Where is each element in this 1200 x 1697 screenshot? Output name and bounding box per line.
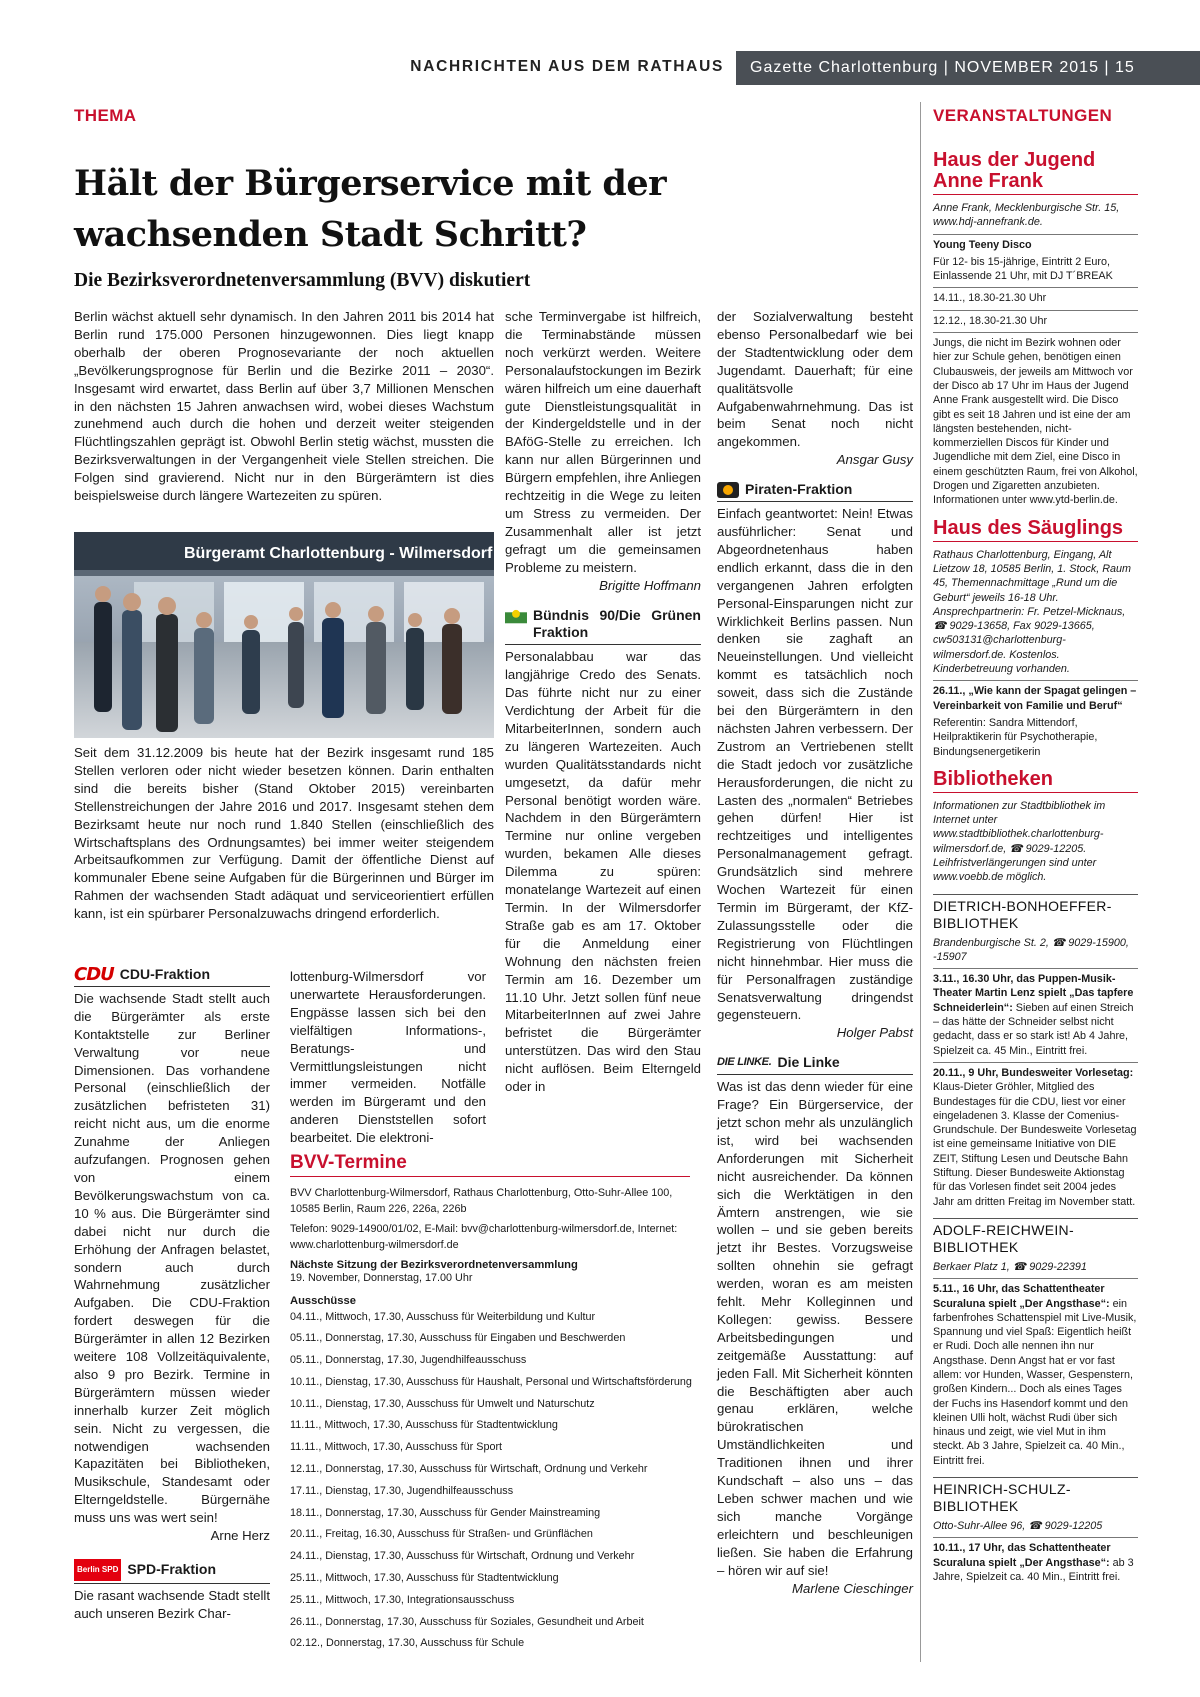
piraten-title: Piraten-Fraktion: [745, 481, 853, 498]
committee-row: 10.11., Dienstag, 17.30, Ausschuss für Umwelt und Naturschutz: [290, 1397, 595, 1410]
committee-row: 04.11., Mittwoch, 17.30, Ausschuss für Weiterbildung und Kultur: [290, 1310, 596, 1323]
hsb-event-desc: ab 3 Jahre, Spielzeit ca. 40 Min., Eintritt frei.: [933, 1556, 1134, 1583]
dbb-event-2-head: 20.11., 9 Uhr, Bundesweiter Vorlesetag:: [933, 1066, 1134, 1079]
title-line-1: Hält der Bürgerservice mit der: [74, 163, 667, 204]
committee-row: 24.11., Dienstag, 17.30, Ausschuss für Wirtschaft, Ordnung und Verkehr: [290, 1550, 635, 1563]
intro-text: [74, 308, 494, 505]
gruene-author: Ansgar Gusy: [836, 452, 913, 468]
linke-text: Was ist das denn wieder für eine Frage? Ein Bürgerservice, der jetzt schon mehr als unzulänglich ist, wird bei wachsenden Anforderungen mit Sicherheit nicht ausreichender. Da können sich die Werktätigen in den Ämtern anstrengen, wie sie wollen – und sie geben bereits jetzt ihr Bestes. Vorzugsweise sollten ohnehin sie gefragt werden, woran es am meisten fehlt. Mehr Kolleginnen und Kollegen: gewiss. Bessere Arbeitsbedingungen und zeitgemäße Ausstattung: auf jeden Fall. Mit Sicherheit könnten die Beschäftigten aber auch genau erklären, welche bürokratischen Umständlichkeiten und Traditionen ihnen und ihrer Kundschaft – also uns – das Leben schwer machen und wie sich manche Vorgänge erleichtern und beschleunigen ließen. Sie haben die Erfahrung – hören wir auf sie!: [717, 1079, 913, 1578]
dbb-event-1-head: 3.11., 16.30 Uhr, das Puppen-Musik-Theater Martin Lenz spielt „Das tapfere Schneiderlein“:: [933, 973, 1134, 1014]
hds-event-title: 26.11., „Wie kann der Spagat gelingen – Vereinbarkeit von Familie und Beruf“: [933, 685, 1137, 712]
veranstaltungen-label: VERANSTALTUNGEN: [933, 106, 1113, 125]
spd-author: Brigitte Hoffmann: [599, 577, 701, 593]
piraten-text: Einfach geantwortet: Nein! Etwas ausführlicher: Senat und Abgeordnetenhaus haben endlich erkannt, dass die in den vergangenen Jahren erfolgten Personal-Einsparungen nicht zur Wirklichkeit Berlins passen. Nun denken sie zaghaft an Neueinstellungen. Und vielleicht kommt es tatsächlich noch soweit, dass sich die Zustände bei den Bürgerämtern in den nächsten Jahren verbessern. Der Zustrom an Vertriebenen stellt die Stadt jedoch vor zusätzliche Herausforderungen, die nicht zu Lasten des „normalen“ Betriebes gehen dürfen! Hier ist rechtzeitiges und intelligentes Personalmanagement gefragt. Grundsätzlich sind mehrere Wochen Wartezeit für einen Termin im Bürgeramt, der KfZ-Zulassungsstelle oder die Registrierung von Flüchtlingen nicht hinnehmbar. Hier muss die für Personalfragen zuständige Senatsverwaltung dringendst gegensteuern.: [717, 506, 913, 1023]
arb-address: Berkaer Platz 1, ☎ 9029-22391: [933, 1260, 1087, 1273]
article-title: [74, 158, 894, 260]
page-header: [0, 48, 1200, 88]
gruene-sunflower-icon: [505, 607, 527, 627]
hdj-address: Anne Frank, Mecklenburgische Str. 15, www.hdj-annefrank.de.: [933, 202, 1120, 229]
committee-list: [290, 1307, 690, 1656]
cdu-author: Arne Herz: [210, 1528, 270, 1544]
bib-title: Bibliotheken: [933, 769, 1138, 793]
committee-row: 18.11., Donnerstag, 17.30, Ausschuss für Gender Mainstreaming: [290, 1506, 601, 1519]
hsb-event: [933, 1537, 1138, 1584]
committee-row: 11.11., Mittwoch, 17.30, Ausschuss für Stadtentwicklung: [290, 1419, 558, 1432]
title-line-2: wachsenden Stadt Schritt?: [74, 214, 587, 255]
column-4: [717, 308, 913, 1597]
arb-title: ADOLF-REICHWEIN-BIBLIOTHEK: [933, 1218, 1138, 1256]
linke-logo: DIE LINKE.: [717, 1056, 772, 1069]
cdu-title: CDU-Fraktion: [119, 966, 211, 982]
dbb-event-2: [933, 1062, 1138, 1209]
intro-paragraph: Berlin wächst aktuell sehr dynamisch. In den Jahren 2011 bis 2014 hat Berlin rund 175.000 Personen hinzugewonnen. Dies liegt knapp oberhalb der oberen Prognosevariante der noch aktuellen „Bevölkerungsprognose für Berlin und die Bezirke 2011 – 2030“. Insgesamt wird erwartet, dass Berlin auf über 3,7 Millionen Menschen in den nächsten 15 Jahren anwachsen wird, wobei dieses Wachstum zunehmend auch durch die hohen und derzeit weiter steigenden Flüchtlingszahlen geprägt ist. Obwohl Berlin stetig wächst, mussten die Bezirksverwaltungen in der Vergangenheit viele Stellen streichen. Die Folgen sind gravierend. Nicht nur in den Bürgerämtern ist dies beispielsweise durch längere Wartezeiten zu spüren.: [74, 309, 494, 504]
bvv-title: BVV-Termine: [290, 1152, 690, 1177]
committee-row: 25.11., Mittwoch, 17.30, Ausschuss für Stadtentwicklung: [290, 1572, 559, 1585]
hds-info: Rathaus Charlottenburg, Eingang, Alt Lietzow 18, 10585 Berlin, 1. Stock, Raum 45, Themennachmittage „Rund um die Geburt“ jeweils 16-18 Uhr. Ansprechpartnerin: Fr. Petzel-Micknaus, ☎ 9029-13658, Fax 9029-13665, cw503131@charlottenburg-wilmersdorf.de. Kostenlos. Kinderbetreuung vorhanden.: [933, 548, 1132, 676]
bvv-committees-label: Ausschüsse: [290, 1294, 356, 1307]
column-divider: [920, 102, 921, 1662]
dbb-title: DIETRICH-BONHOEFFER-BIBLIOTHEK: [933, 894, 1138, 932]
gazette-bar: Gazette Charlottenburg | NOVEMBER 2015 | 15: [736, 51, 1200, 85]
arb-event-head: 5.11., 16 Uhr, das Schattentheater Scuraluna spielt „Der Angsthase“:: [933, 1283, 1110, 1310]
linke-author: Marlene Cieschinger: [792, 1580, 913, 1596]
arb-event: [933, 1278, 1138, 1468]
bvv-termine-box: [290, 1152, 690, 1655]
buergeramt-photo: [74, 532, 494, 738]
cdu-text: Die wachsende Stadt stellt auch die Bürgerämter als erste Kontaktstelle zur Berliner Verwaltung vor neue Dimensionen. Das vorhandene Personal (einschließlich der zusätzlichen befristeten 31) reicht nicht aus, um die enorme Zunahme der Anliegen aufzufangen. Prognosen gehen von einem Bevölkerungswachstum von ca. 10 % aus. Die Bürgerämter sind dabei nicht nur durch die Erhöhung der Anfragen belastet, sondern auch durch Wahrnehmung zusätzlicher Aufgaben. Die CDU-Fraktion fordert deswegen für die Bürgerämter in allen 12 Bezirken weitere 108 Vollzeitäquivalente, also 9 pro Bezirk. Termine in Bürgerämtern müssen wieder innerhalb kurzer Zeit möglich sein. Nicht zu vergessen, die notwendigen wachsenden Kapazitäten bei Bibliotheken, Musikschule, Standesamt oder Elterngeldstelle. Bürgernähe muss uns was wert sein!: [74, 990, 270, 1526]
cdu-logo: CDU: [74, 964, 114, 985]
dbb-event-2-desc: Klaus-Dieter Gröhler, Mitglied des Bundestages für die CDU, liest vor einer eingeladenen 3. Klasse der Comenius-Grundschule. Der Bundesweite Vorlesetag ist eine gemeinsame Initiative von DIE ZEIT, Stiftung Lesen und Deutsche Bahn Stiftung. Dieser Bundesweite Aktionstag für das Vorlesen findet seit 2004 jedes Jahr am dritten Freitag im November statt.: [933, 1081, 1137, 1208]
bib-info: Informationen zur Stadtbibliothek im Internet unter www.stadtbibliothek.charlottenburg-wilmersdorf.de, ☎ 9029-12205. Leihfristverlängerungen sind unter www.voebb.de möglich.: [933, 799, 1106, 884]
hdj-event-title: Young Teeny Disco: [933, 238, 1032, 251]
body-text-2: [74, 744, 494, 923]
body2-paragraph: Seit dem 31.12.2009 bis heute hat der Bezirk insgesamt rund 185 Stellen verloren oder nicht wieder besetzen können. Darin enthalten sind die bereits bisher (Stand Oktober 2015) vereinbarten Stellenstreichungen der Jahre 2016 und 2017. Insgesamt stehen dem Bezirksamt heute nur noch rund 1.840 Stellen (einschließlich des Wirtschaftsplans des Ordnungsamtes) bei immer weiter steigendem Arbeitsaufkommen zur Verfügung. Damit der öffentliche Dienst auf kommunaler Ebene seine Aufgaben für die Bürgerinnen und Bürger im Rahmen der wachsenden Stadt adäquat und serviceorientiert erfüllen kann, ist ein spürbarer Personalzuwachs dringend erforderlich.: [74, 745, 494, 922]
dbb-event-1-desc: Sieben auf einen Streich – das hätte der Schneider selbst nicht gedacht, dass er so stark ist! Ab 4 Jahre, Spielzeit ca. 45 Min., Eintritt frei.: [933, 1001, 1134, 1057]
bvv-address: BVV Charlottenburg-Wilmersdorf, Rathaus Charlottenburg, Otto-Suhr-Allee 100, 10585 Berlin, Raum 226, 226a, 226b: [290, 1187, 673, 1215]
committee-row: 11.11., Mittwoch, 17.30, Ausschuss für Sport: [290, 1441, 503, 1454]
committee-row: 12.11., Donnerstag, 17.30, Ausschuss für Wirtschaft, Ordnung und Verkehr: [290, 1463, 648, 1476]
spd-header: [74, 1559, 270, 1584]
bvv-contact: Telefon: 9029-14900/01/02, E-Mail: bvv@charlottenburg-wilmersdorf.de, Internet: www.charlottenburg-wilmersdorf.de: [290, 1223, 678, 1251]
hsb-address: Otto-Suhr-Allee 96, ☎ 9029-12205: [933, 1520, 1103, 1533]
dbb-address: Brandenburgische St. 2, ☎ 9029-15900, -15907: [933, 936, 1129, 963]
photo-sign-text: Bürgeramt Charlottenburg - Wilmersdorf: [184, 545, 493, 562]
committee-row: 25.11., Mittwoch, 17.30, Integrationsausschuss: [290, 1593, 515, 1606]
gruene-title: Bündnis 90/Die Grünen Fraktion: [532, 606, 701, 641]
bvv-next-label: Nächste Sitzung der Bezirksverordnetenversammlung: [290, 1259, 578, 1271]
piraten-logo-icon: [717, 482, 739, 498]
gruene-header: [505, 607, 701, 646]
piraten-header: [717, 481, 913, 502]
committee-row: 10.11., Dienstag, 17.30, Ausschuss für Haushalt, Personal und Wirtschaftsförderung: [290, 1375, 692, 1388]
section-title: NACHRICHTEN AUS DEM RATHAUS: [410, 58, 724, 75]
cdu-header: [74, 966, 270, 987]
col2-text: lottenburg-Wilmersdorf vor unerwartete Herausforderungen. Engpässe lassen sich bei den vielfältigen Informations-, Beratungs- und Vermittlungsleistungen nicht immer vermeiden. Notfälle werden im Bürgeramt und den anderen Dienststellen sofort bearbeitet. Die elektroni-: [290, 969, 486, 1146]
article-subtitle: Die Bezirksverordnetenversammlung (BVV) diskutiert: [74, 270, 531, 291]
linke-header: [717, 1054, 913, 1075]
spd-title: SPD-Fraktion: [127, 1561, 217, 1577]
column-3: [505, 308, 701, 1096]
spd-text: Die rasant wachsende Stadt stellt auch unseren Bezirk Char-: [74, 1587, 270, 1621]
hsb-title: HEINRICH-SCHULZ-BIBLIOTHEK: [933, 1477, 1138, 1515]
committee-row: 05.11., Donnerstag, 17.30, Ausschuss für Eingaben und Beschwerden: [290, 1332, 626, 1345]
committee-row: 26.11., Donnerstag, 17.30, Ausschuss für Soziales, Gesundheit und Arbeit: [290, 1615, 644, 1628]
committee-row: 02.12., Donnerstag, 17.30, Ausschuss für Schule: [290, 1637, 525, 1650]
hdj-event-desc: Für 12- bis 15-jährige, Eintritt 2 Euro, Einlassende 21 Uhr, mit DJ T´BREAK: [933, 255, 1113, 283]
committee-row: 17.11., Dienstag, 17.30, Jugendhilfeausschuss: [290, 1484, 514, 1497]
col4-text: der Sozialverwaltung besteht ebenso Personalbedarf wie bei der Stadtentwicklung oder dem Jugendamt. Dauerhaft; für eine qualitätsvolle Aufgabenwahrnehmung. Das ist beim Senat noch nicht angekommen.: [717, 309, 913, 450]
hds-title: Haus des Säuglings: [933, 518, 1138, 542]
arb-event-desc: ein farbenfrohes Schattenspiel mit Live-Musik, Spannung und viel Spaß: Eigentlich heißt er Rudi. Doch alle nennen ihn nur Angsthase. Denn Angst hat er vor fast allem: vor Hunden, Wasser, Gespenstern, großen Kindern... Doch als eines Tages der Fuchs ins Hasendorf kommt und den kleinen Ulli holt, wächst Rudi über sich hinaus und zeigt, wie viel Mut in ihm steckt. Ab 3 Jahre, Spielzeit ca. 40 Min., Eintritt frei.: [933, 1297, 1137, 1467]
piraten-author: Holger Pabst: [836, 1025, 913, 1041]
linke-title: Die Linke: [777, 1054, 840, 1071]
spd-logo: Berlin SPD: [74, 1559, 121, 1581]
sidebar-events: [933, 150, 1138, 1584]
hds-event: [933, 680, 1138, 758]
thema-label: THEMA: [74, 106, 137, 125]
bvv-next-date: 19. November, Donnerstag, 17.00 Uhr: [290, 1272, 473, 1284]
spd-continuation: [290, 968, 486, 1147]
hdj-date-2: 12.12., 18.30-21.30 Uhr: [933, 310, 1138, 328]
dbb-event-1: [933, 968, 1138, 1058]
gruene-text: Personalabbau war das langjährige Credo des Senats. Das führte nicht nur zu einer Verdichtung der Arbeit für die MitarbeiterInnen, sondern auch zu längeren Wartezeiten. Auch wurden Qualitätsstandards nicht umgesetzt, da dafür mehr Personal benötigt worden wäre. Nachdem in den Bürgerämtern Termine nur online vergeben wurden, bekamen Alle dieses Dilemma zu spüren: monatelange Wartezeit auf einen Termin. In der Wilmersdorfer Straße gab es am 17. Oktober für die Anmeldung einer Wohnung den nächsten freien Termin am 16. Dezember um 11.10 Uhr. Jetzt sollen fünf neue MitarbeiterInnen auf zwei Jahre befristet die Bürgerämter unterstützen. Das wird den Stau nicht auflösen. Beim Elterngeld oder in: [505, 649, 701, 1095]
photo-illustration: [74, 532, 494, 738]
hsb-event-head: 10.11., 17 Uhr, das Schattentheater Scuraluna spielt „Der Angsthase“:: [933, 1542, 1111, 1569]
hdj-text: Jungs, die nicht im Bezirk wohnen oder hier zur Schule gehen, benötigen einen Clubausweis, der jeweils am Mittwoch vor der Disco ab 17 Uhr im Haus der Jugend Anne Frank ausgestellt wird. Die Disco gibt es seit 18 Jahren und ist eine der am längsten bestehenden, nicht-kommerziellen Discos für Kinder und Jugendliche mit dem Ziel, eine Disco in einem geschützten Raum, frei von Alkohol, Drogen und Zigaretten anzubieten. Informationen unter www.ytd-berlin.de.: [933, 332, 1138, 508]
committee-row: 05.11., Donnerstag, 17.30, Jugendhilfeausschuss: [290, 1354, 527, 1367]
hdj-date-1: 14.11., 18.30-21.30 Uhr: [933, 287, 1138, 305]
hdj-event: [933, 234, 1138, 284]
committee-row: 20.11., Freitag, 16.30, Ausschuss für Straßen- und Grünflächen: [290, 1528, 593, 1541]
hdj-title: Haus der Jugend Anne Frank: [933, 150, 1138, 195]
hds-event-desc: Referentin: Sandra Mittendorf, Heilpraktikerin für Psychotherapie, Bindungsenergetikerin: [933, 716, 1098, 758]
col3-text: sche Terminvergabe ist hilfreich, die Terminabstände müssen noch verkürzt werden. Weitere Personalaufstockungen im Bezirk wären hilfreich um eine dauerhaft gute Dienstleistungsqualität in der Kindergeldstelle und in der BAföG-Stelle zu erreichen. Ich kann nur allen Bürgerinnen und Bürgern empfehlen, ihre Anliegen rechtzeitig in die Wege zu leiten um Stress zu vermeiden. Der Zusammenhalt aller ist jetzt gefragt um die gemeinsamen Probleme zu meistern.: [505, 309, 701, 575]
cdu-section: [74, 966, 270, 1623]
